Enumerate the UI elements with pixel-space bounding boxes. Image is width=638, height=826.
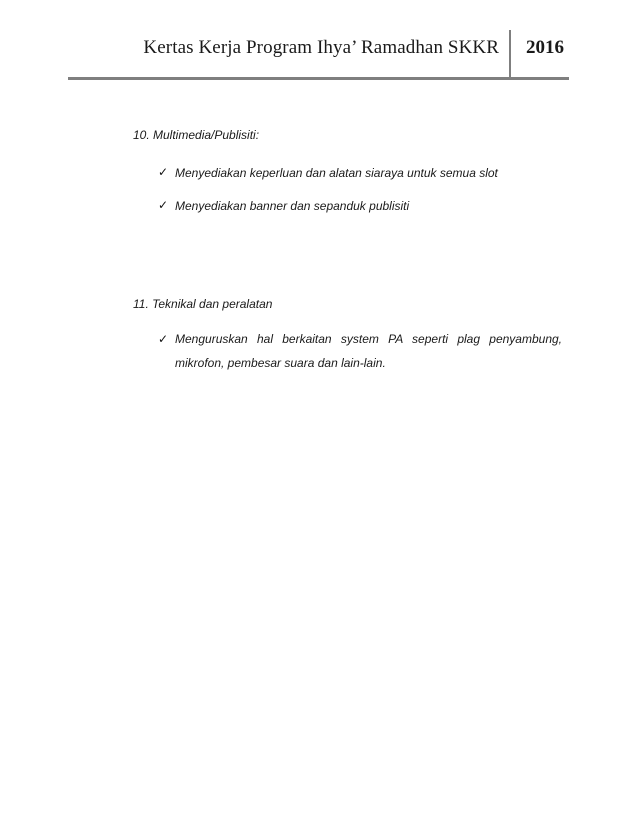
checkmark-icon: ✓	[158, 165, 169, 179]
header-divider	[509, 30, 511, 78]
page-header	[0, 0, 638, 80]
section-heading-multimedia: 10. Multimedia/Publisiti:	[133, 128, 260, 142]
document-title: Kertas Kerja Program Ihya’ Ramadhan SKKR	[143, 37, 499, 58]
checkmark-icon: ✓	[158, 332, 169, 346]
section-heading-teknikal: 11. Teknikal dan peralatan	[133, 297, 273, 311]
checkmark-icon: ✓	[158, 198, 169, 212]
list-item: Menyediakan banner dan sepanduk publisiti	[175, 199, 410, 213]
list-item: Menguruskan hal berkaitan system PA seperti plag penyambung, mikrofon, pembesar suara dan lain-lain.	[175, 332, 562, 370]
document-year: 2016	[526, 37, 564, 58]
list-item: Menyediakan keperluan dan alatan siaraya untuk semua slot	[175, 166, 498, 180]
header-rule	[68, 77, 569, 80]
